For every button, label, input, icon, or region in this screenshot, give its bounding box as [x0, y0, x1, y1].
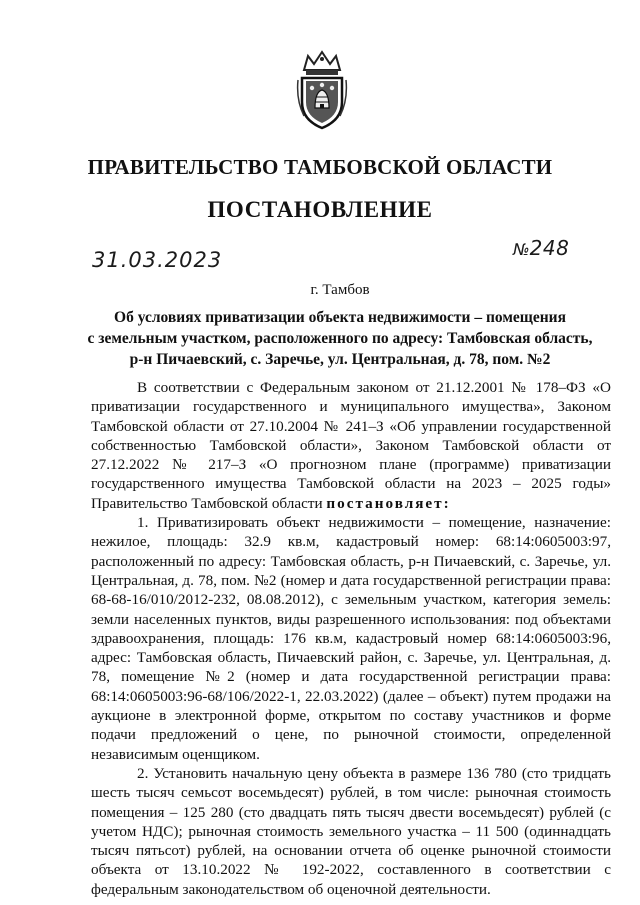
number-value: 248 — [529, 236, 570, 260]
coat-of-arms-icon — [296, 50, 348, 132]
document-date: 31.03.2023 — [92, 248, 223, 272]
document-number — [513, 236, 569, 260]
item-1-paragraph: 1. Приватизировать объект недвижимости – помещение, назначение: нежилое, площадь: 32.9 кв.м, кадастровый номер: 68:14:0605003:97, расположенный по адресу: Тамбовская область, р-н Пичаевский, с. Заречье, ул. Центральная, д. 78, пом. №2 (номер и дата государственной регистрации права: 68-68-16/010/2012-232, 08.08.2012), с земельным участком, категория земель: земли населенных пунктов, виды разрешенного использования: под объектами здравоохранения, площадь: 176 кв.м, кадастровый номер 68:14:0605003:96, адрес: Тамбовская область, Пичаевский район, с. Заречье, ул. Центральная, д. 78, помещение №2 (номер и дата государственной регистрации права: 68:14:0605003:96-68/106/2022-1, 22.03.2022) (далее – объект) путем продажи на аукционе в электронной форме, открытом по составу участников и форме подачи предложений о цене, по рыночной стоимости, определенной независимым оценщиком. — [91, 514, 611, 763]
government-title: ПРАВИТЕЛЬСТВО ТАМБОВСКОЙ ОБЛАСТИ — [87, 155, 553, 179]
heading-line-2: с земельным участком, расположенного по адресу: Тамбовская область, — [87, 330, 593, 347]
heading-line-3: р-н Пичаевский, с. Заречье, ул. Центральная, д. 78, пом. №2 — [129, 351, 551, 368]
preamble-text: В соответствии с Федеральным законом от 21.12.2001 № 178–ФЗ «О приватизации государственного и муниципального имущества», Законом Тамбовской области от 27.10.2004 № 241–З «Об управлении государственной собственностью Тамбовской области», Законом Тамбовской области от 27.12.2022 № 217–З «О прогнозном плане (программе) приватизации государственного имущества Тамбовской области на 2023 – 2025 годы» Правительство Тамбовской области — [91, 379, 611, 512]
decree-word: постановляет: — [326, 494, 451, 512]
preamble-paragraph — [91, 378, 611, 513]
item-2-paragraph: 2. Установить начальную цену объекта в размере 136 780 (сто тридцать шесть тысяч семьсот восемьдесят) рублей, в том числе: рыночная стоимость помещения – 125 280 (сто двадцать пять тысяч двести восемьдесят) рублей (с учетом НДС); рыночная стоимость земельного участка – 11 500 (одиннадцать тысяч пятьсот) рублей, на основании отчета об оценке рыночной стоимости объекта от 13.10.2022 № 192-2022, составленного в соответствии с федеральным законодательством об оценочной деятельности. — [91, 764, 611, 898]
document-body — [91, 378, 611, 899]
document-heading — [80, 307, 600, 370]
document-type: ПОСТАНОВЛЕНИЕ — [207, 197, 433, 222]
city: г. Тамбов — [310, 282, 370, 298]
number-prefix: № — [513, 240, 530, 259]
heading-line-1: Об условиях приватизации объекта недвижимости – помещения — [114, 309, 566, 326]
